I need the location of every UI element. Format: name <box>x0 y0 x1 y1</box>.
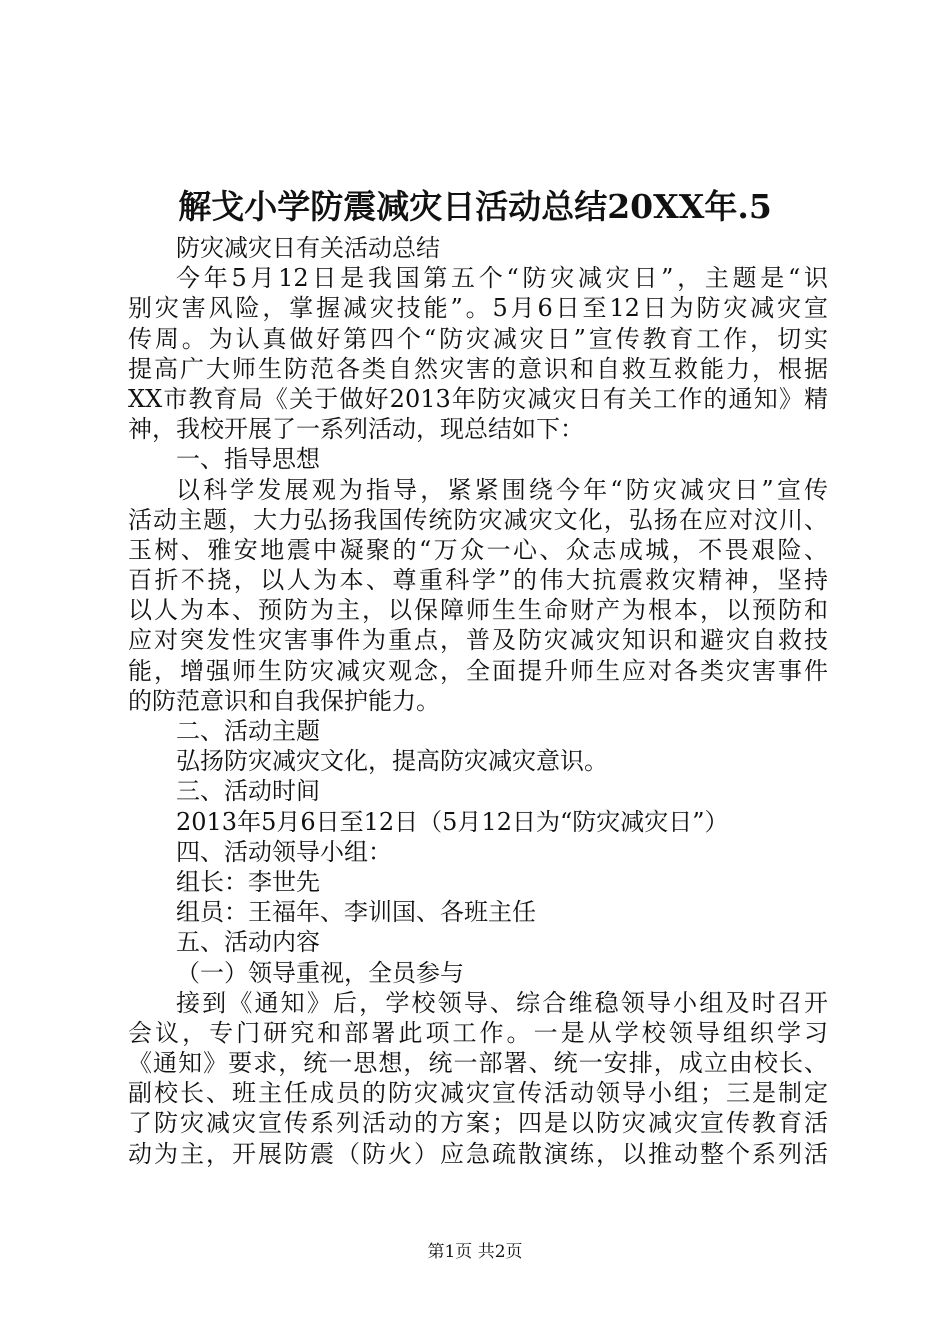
text-line: 百折不挠，以人为本、尊重科学”的伟大抗震救灾精神，坚持 <box>128 566 828 595</box>
text-line: 活动主题，大力弘扬我国传统防灾减灾文化，弘扬在应对汶川、 <box>128 505 828 534</box>
text-line: 别灾害风险，掌握减灾技能”。5月6日至12日为防灾减灾宣 <box>128 294 828 323</box>
page-footer: 第1页 共2页 <box>427 1242 523 1262</box>
text-line: 接到《通知》后，学校领导、综合维稳领导小组及时召开 <box>176 988 828 1017</box>
text-line: 弘扬防灾减灾文化，提高防灾减灾意识。 <box>176 747 608 776</box>
text-line: 的防范意识和自我保护能力。 <box>128 686 440 715</box>
text-line: 会议，专门研究和部署此项工作。一是从学校领导组织学习 <box>128 1018 828 1047</box>
text-line: 组员：王福年、李训国、各班主任 <box>176 898 536 927</box>
text-line: 《通知》要求，统一思想，统一部署、统一安排，成立由校长、 <box>128 1049 828 1078</box>
text-line: 二、活动主题 <box>176 717 320 745</box>
document-title: 解戈小学防震减灾日活动总结20XX年.5 <box>178 187 772 226</box>
text-line: 2013年5月6日至12日（5月12日为“防灾减灾日”） <box>176 807 729 836</box>
text-line: 副校长、班主任成员的防灾减灾宣传活动领导小组；三是制定 <box>128 1079 828 1108</box>
text-line: 以人为本、预防为主，以保障师生生命财产为根本，以预防和 <box>128 596 828 625</box>
text-line: 神，我校开展了一系列活动，现总结如下： <box>128 415 584 444</box>
text-line: 三、活动时间 <box>176 777 320 806</box>
text-line: 一、指导思想 <box>176 445 320 474</box>
text-line: 五、活动内容 <box>176 928 320 957</box>
text-line: （一）领导重视，全员参与 <box>176 958 464 987</box>
text-line: 动为主，开展防震（防火）应急疏散演练，以推动整个系列活 <box>128 1139 828 1168</box>
text-line: XX市教育局《关于做好2013年防灾减灾日有关工作的通知》精 <box>128 384 828 413</box>
text-line: 能，增强师生防灾减灾观念，全面提升师生应对各类灾害事件 <box>128 656 828 685</box>
text-line: 传周。为认真做好第四个“防灾减灾日”宣传教育工作，切实 <box>128 324 828 353</box>
text-line: 以科学发展观为指导，紧紧围绕今年“防灾减灾日”宣传 <box>176 475 828 504</box>
text-line: 今年5月12日是我国第五个“防灾减灾日”，主题是“识 <box>176 264 828 293</box>
document-body <box>128 233 828 1169</box>
text-line: 了防灾减灾宣传系列活动的方案；四是以防灾减灾宣传教育活 <box>128 1109 828 1138</box>
text-line: 组长：李世先 <box>176 867 320 896</box>
text-line: 防灾减灾日有关活动总结 <box>176 234 440 262</box>
text-line: 提高广大师生防范各类自然灾害的意识和自救互救能力，根据 <box>128 354 828 383</box>
text-line: 应对突发性灾害事件为重点，普及防灾减灾知识和避灾自救技 <box>128 626 828 655</box>
text-line: 玉树、雅安地震中凝聚的“万众一心、众志成城，不畏艰险、 <box>128 535 828 564</box>
text-line: 四、活动领导小组： <box>176 837 392 866</box>
